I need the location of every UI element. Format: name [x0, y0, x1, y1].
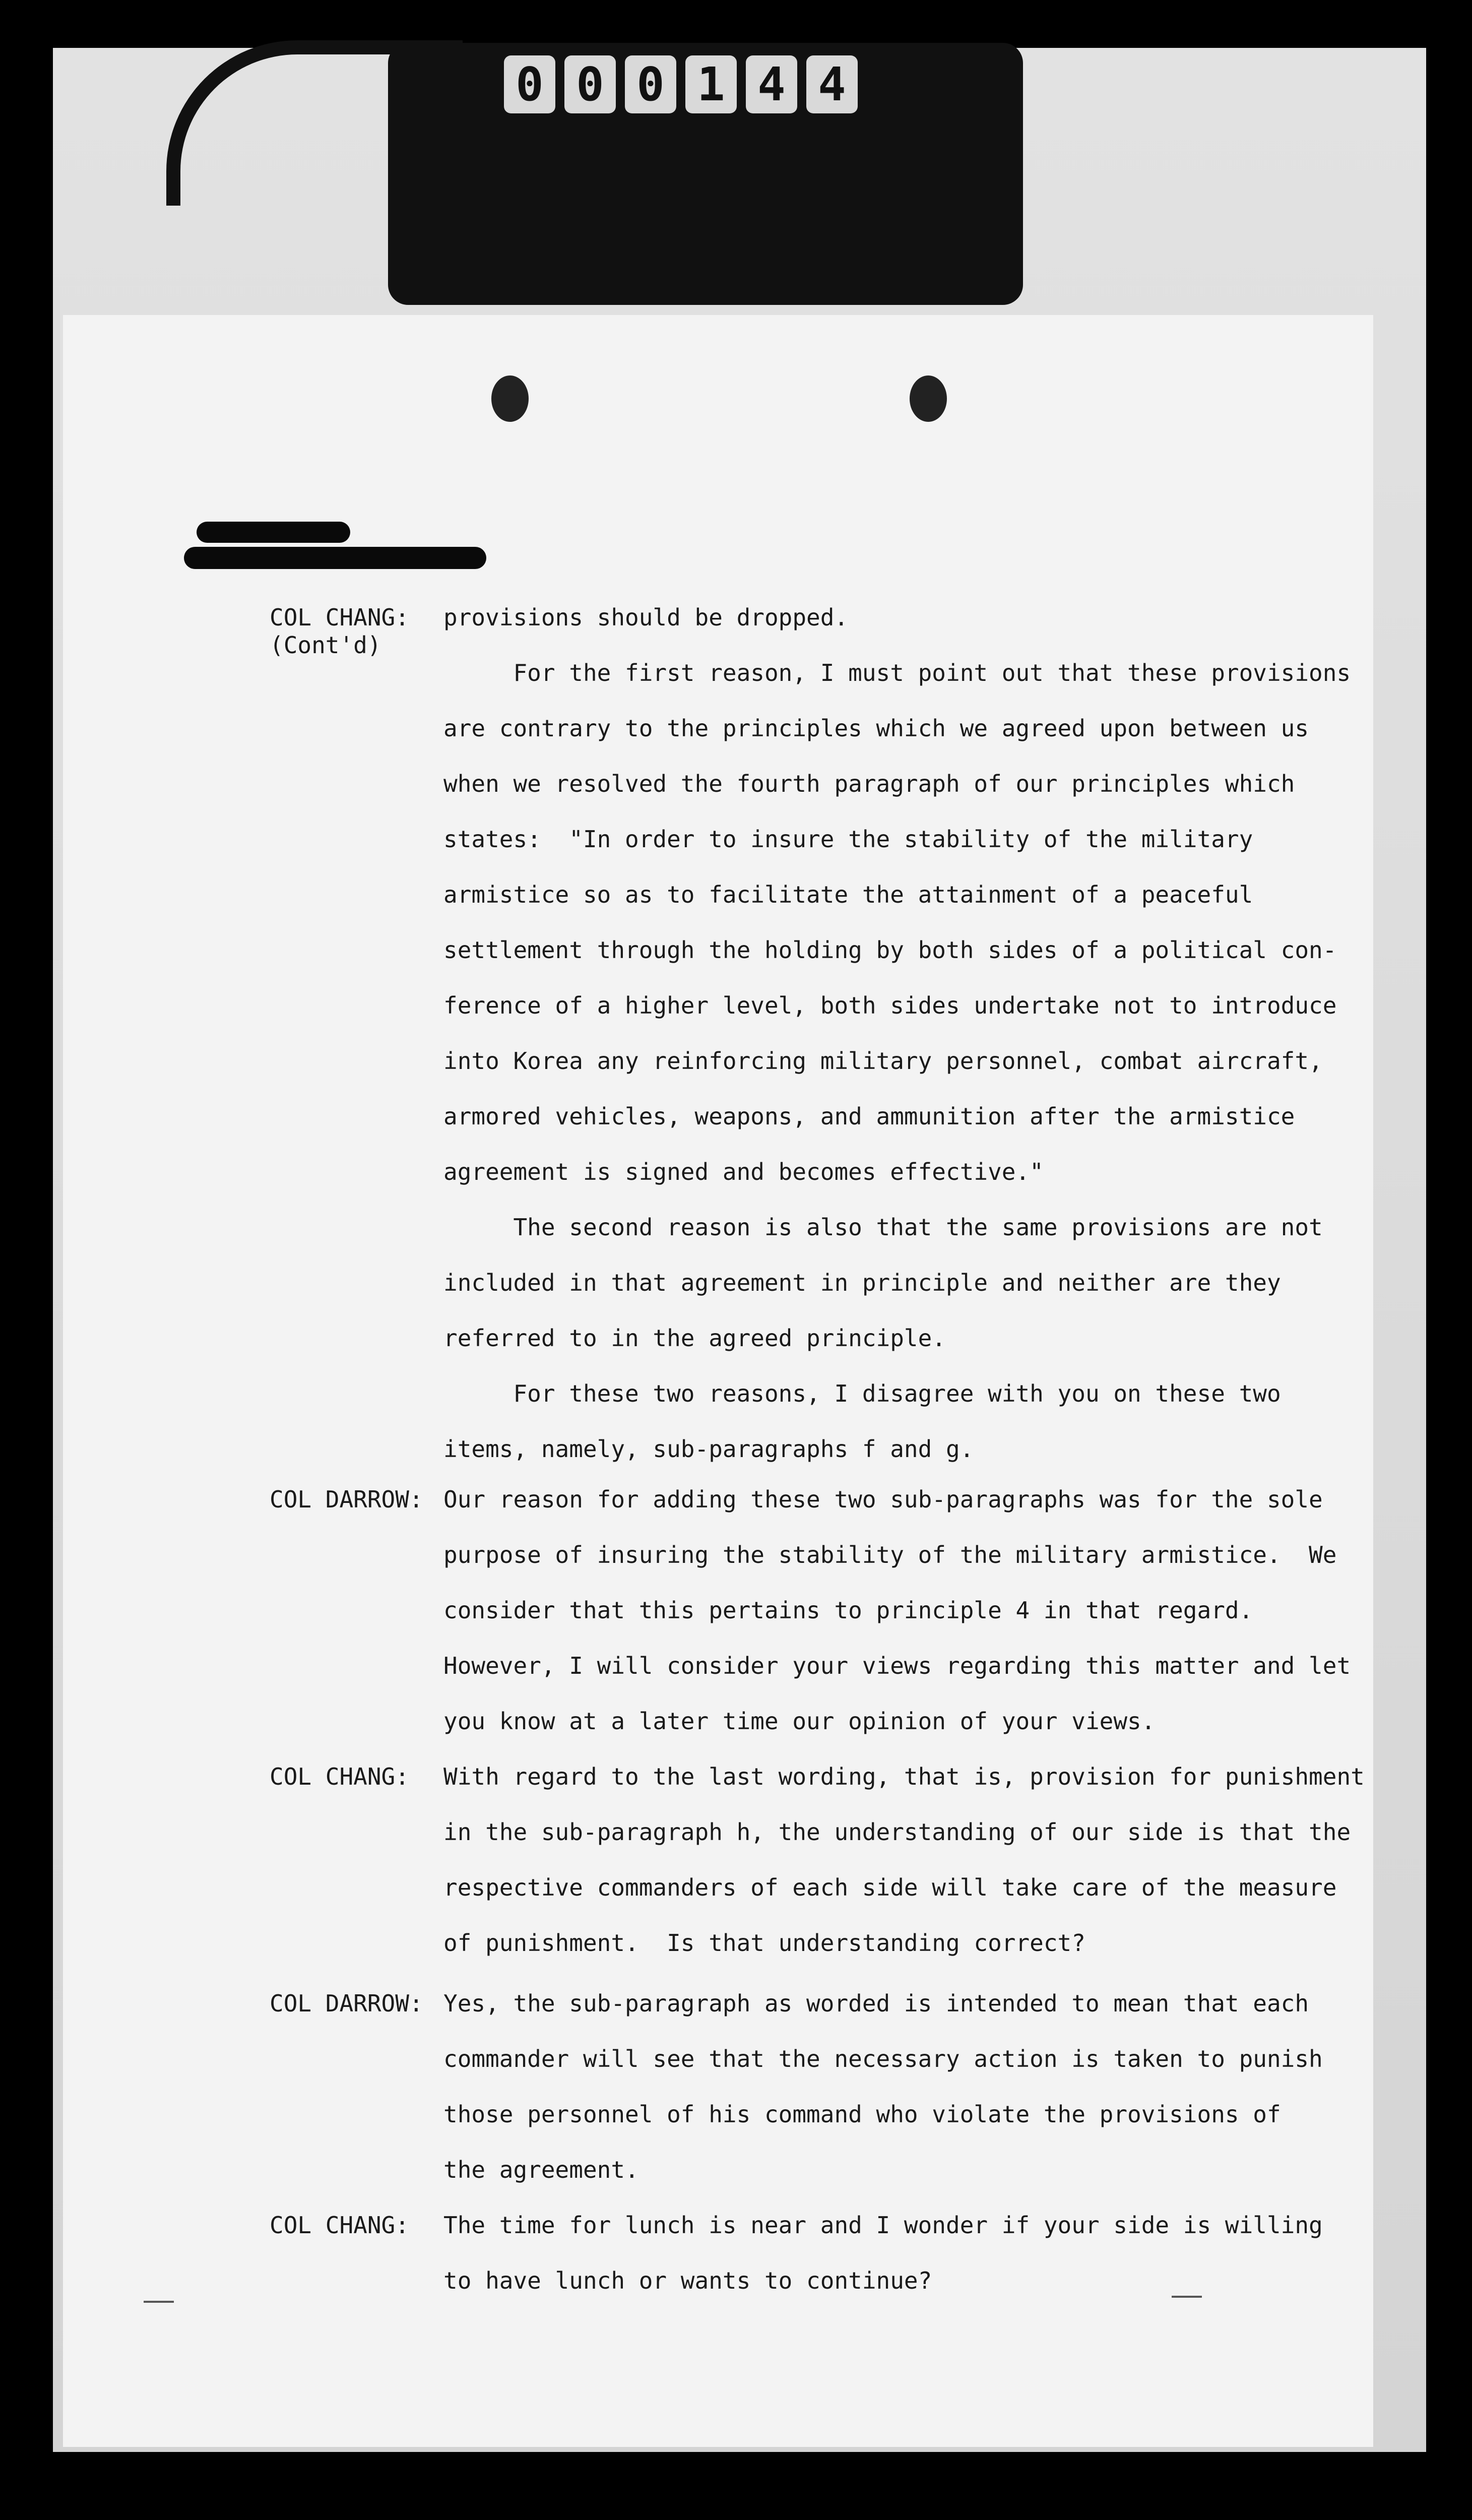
counter-digit: 1: [685, 55, 737, 113]
text-line: ference of a higher level, both sides undertake not to introduce: [443, 992, 1337, 1019]
document-page: [63, 315, 1373, 2447]
frame-counter-digits: [504, 55, 887, 116]
speaker-label: COL CHANG:: [270, 604, 409, 631]
speaker-label: COL CHANG:: [270, 1763, 409, 1790]
text-line: of punishment. Is that understanding correct?: [443, 1929, 1085, 1957]
text-line: However, I will consider your views regarding this matter and let: [443, 1652, 1351, 1679]
scan-mark: [1172, 2296, 1202, 2298]
text-line: the agreement.: [443, 2156, 639, 2183]
punch-hole: [910, 375, 947, 422]
text-line: agreement is signed and becomes effective.": [443, 1158, 1044, 1185]
text-line: consider that this pertains to principle 4 in that regard.: [443, 1597, 1253, 1624]
redaction-bar: [197, 522, 350, 543]
counter-digit: 0: [625, 55, 676, 113]
text-line: are contrary to the principles which we agreed upon between us: [443, 715, 1309, 742]
speaker-label: COL DARROW:: [270, 1486, 423, 1513]
text-line: included in that agreement in principle and neither are they: [443, 1269, 1281, 1296]
text-line: in the sub-paragraph h, the understanding of our side is that the: [443, 1818, 1351, 1846]
text-line: armistice so as to facilitate the attainment of a peaceful: [443, 881, 1253, 908]
text-line: items, namely, sub-paragraphs f and g.: [443, 1435, 974, 1463]
text-line: into Korea any reinforcing military personnel, combat aircraft,: [443, 1047, 1323, 1075]
text-line: to have lunch or wants to continue?: [443, 2267, 932, 2294]
text-line: provisions should be dropped.: [443, 604, 849, 631]
counter-digit: 0: [504, 55, 555, 113]
speaker-label: COL CHANG:: [270, 2212, 409, 2239]
speaker-label: COL DARROW:: [270, 1990, 423, 2017]
speaker-label: (Cont'd): [270, 632, 381, 659]
counter-digit: 4: [806, 55, 858, 113]
text-line: when we resolved the fourth paragraph of our principles which: [443, 770, 1295, 797]
text-line: The second reason is also that the same provisions are not: [443, 1214, 1323, 1241]
text-line: states: "In order to insure the stability of the military: [443, 826, 1253, 853]
text-line: For these two reasons, I disagree with you on these two: [443, 1380, 1281, 1407]
text-line: The time for lunch is near and I wonder if your side is willing: [443, 2212, 1323, 2239]
text-line: referred to in the agreed principle.: [443, 1325, 946, 1352]
counter-digit: 4: [746, 55, 797, 113]
text-line: With regard to the last wording, that is, provision for punishment: [443, 1763, 1365, 1790]
text-line: For the first reason, I must point out that these provisions: [443, 659, 1351, 686]
text-line: respective commanders of each side will take care of the measure: [443, 1874, 1337, 1901]
text-line: purpose of insuring the stability of the military armistice. We: [443, 1541, 1337, 1568]
text-line: armored vehicles, weapons, and ammunition after the armistice: [443, 1103, 1295, 1130]
text-line: Yes, the sub-paragraph as worded is intended to mean that each: [443, 1990, 1309, 2017]
text-line: commander will see that the necessary action is taken to punish: [443, 2045, 1323, 2072]
text-line: those personnel of his command who violate the provisions of: [443, 2101, 1281, 2128]
counter-digit: 0: [564, 55, 616, 113]
text-line: Our reason for adding these two sub-paragraphs was for the sole: [443, 1486, 1323, 1513]
punch-hole: [491, 375, 529, 422]
scan-mark: [144, 2301, 174, 2303]
redaction-bar: [184, 547, 486, 569]
text-line: settlement through the holding by both sides of a political con-: [443, 936, 1337, 964]
text-line: you know at a later time our opinion of your views.: [443, 1708, 1156, 1735]
